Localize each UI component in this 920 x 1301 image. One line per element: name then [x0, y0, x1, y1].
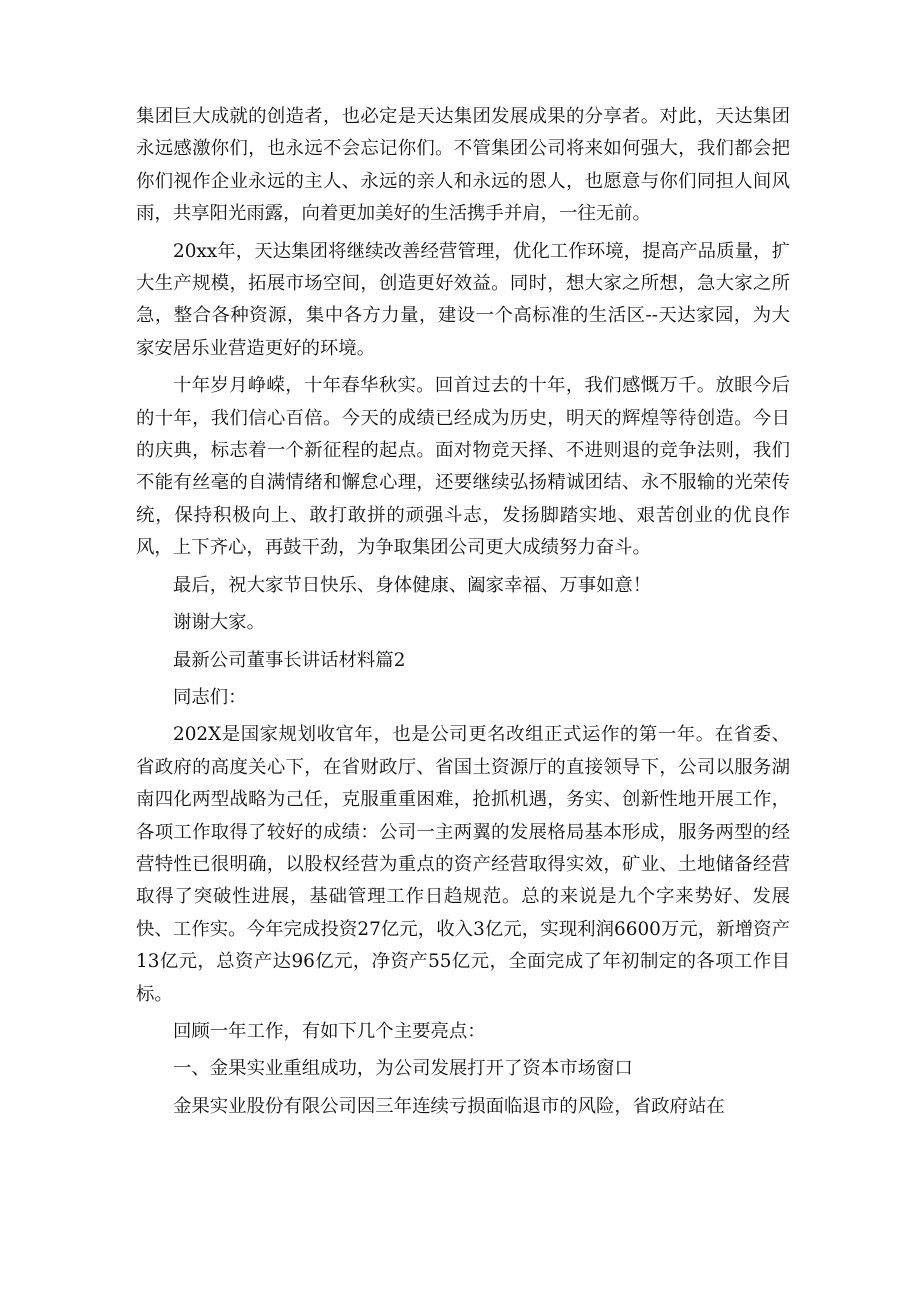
paragraph-4: 最后，祝大家节日快乐、身体健康、阖家幸福、万事如意！ [173, 574, 652, 596]
paragraph-9: 回顾一年工作，有如下几个主要亮点： [173, 1020, 486, 1042]
paragraph-3: 十年岁月峥嵘，十年春华秋实。回首过去的十年，我们感慨万千。放眼今后的十年，我们信心百倍。今天的成绩已经成为历史，明天的辉煌等待创造。今日的庆典，标志着一个新征程的起点。面对物竞天择、不进则退的竞争法则，我们不能有丝毫的自满情绪和懈怠心理，还要继续弘扬精诚团结、永不服输的光荣传统，保持积极向上、敢打敢拼的顽强斗志，发扬脚踏实地、艰苦创业的优良作风，上下齐心，再鼓干劲，为争取集团公司更大成绩努力奋斗。 [136, 375, 790, 559]
paragraph-2: 20xx年，天达集团将继续改善经营管理，优化工作环境，提高产品质量，扩大生产规模，拓展市场空间，创造更好效益。同时，想大家之所想，急大家之所急，整合各种资源，集中各方力量，建设一个高标准的生活区--天达家园，为大家安居乐业营造更好的环境。 [136, 240, 790, 359]
paragraph-1: 集团巨大成就的创造者，也必定是天达集团发展成果的分享者。对此，天达集团永远感激你们，也永远不会忘记你们。不管集团公司将来如何强大，我们都会把你们视作企业永远的主人、永远的亲人和永远的恩人，也愿意与你们同担人间风雨，共享阳光雨露，向着更加美好的生活携手并肩，一往无前。 [136, 106, 790, 225]
section-heading: 最新公司董事长讲话材料篇2 [173, 649, 406, 671]
paragraph-8: 202X是国家规划收官年，也是公司更名改组正式运作的第一年。在省委、省政府的高度关心下，在省财政厅、省国土资源厅的直接领导下，公司以服务湖南四化两型战略为己任，克服重重困难，抢抓机遇，务实、创新性地开展工作，各项工作取得了较好的成绩：公司一主两翼的发展格局基本形成，服务两型的经营特性已很明确，以股权经营为重点的资产经营取得实效，矿业、土地储备经营取得了突破性进展，基础管理工作日趋规范。总的来说是九个字来势好、发展快、工作实。今年完成投资27亿元，收入3亿元，实现利润6600万元，新增资产13亿元，总资产达96亿元，净资产55亿元，全面完成了年初制定的各项工作目标。 [136, 724, 790, 1005]
salutation: 同志们： [173, 686, 247, 708]
subheading-1: 一、金果实业重组成功，为公司发展打开了资本市场窗口 [173, 1058, 633, 1080]
paragraph-5: 谢谢大家。 [173, 612, 265, 634]
paragraph-11: 金果实业股份有限公司因三年连续亏损面临退市的风险，省政府站在 [173, 1095, 725, 1117]
